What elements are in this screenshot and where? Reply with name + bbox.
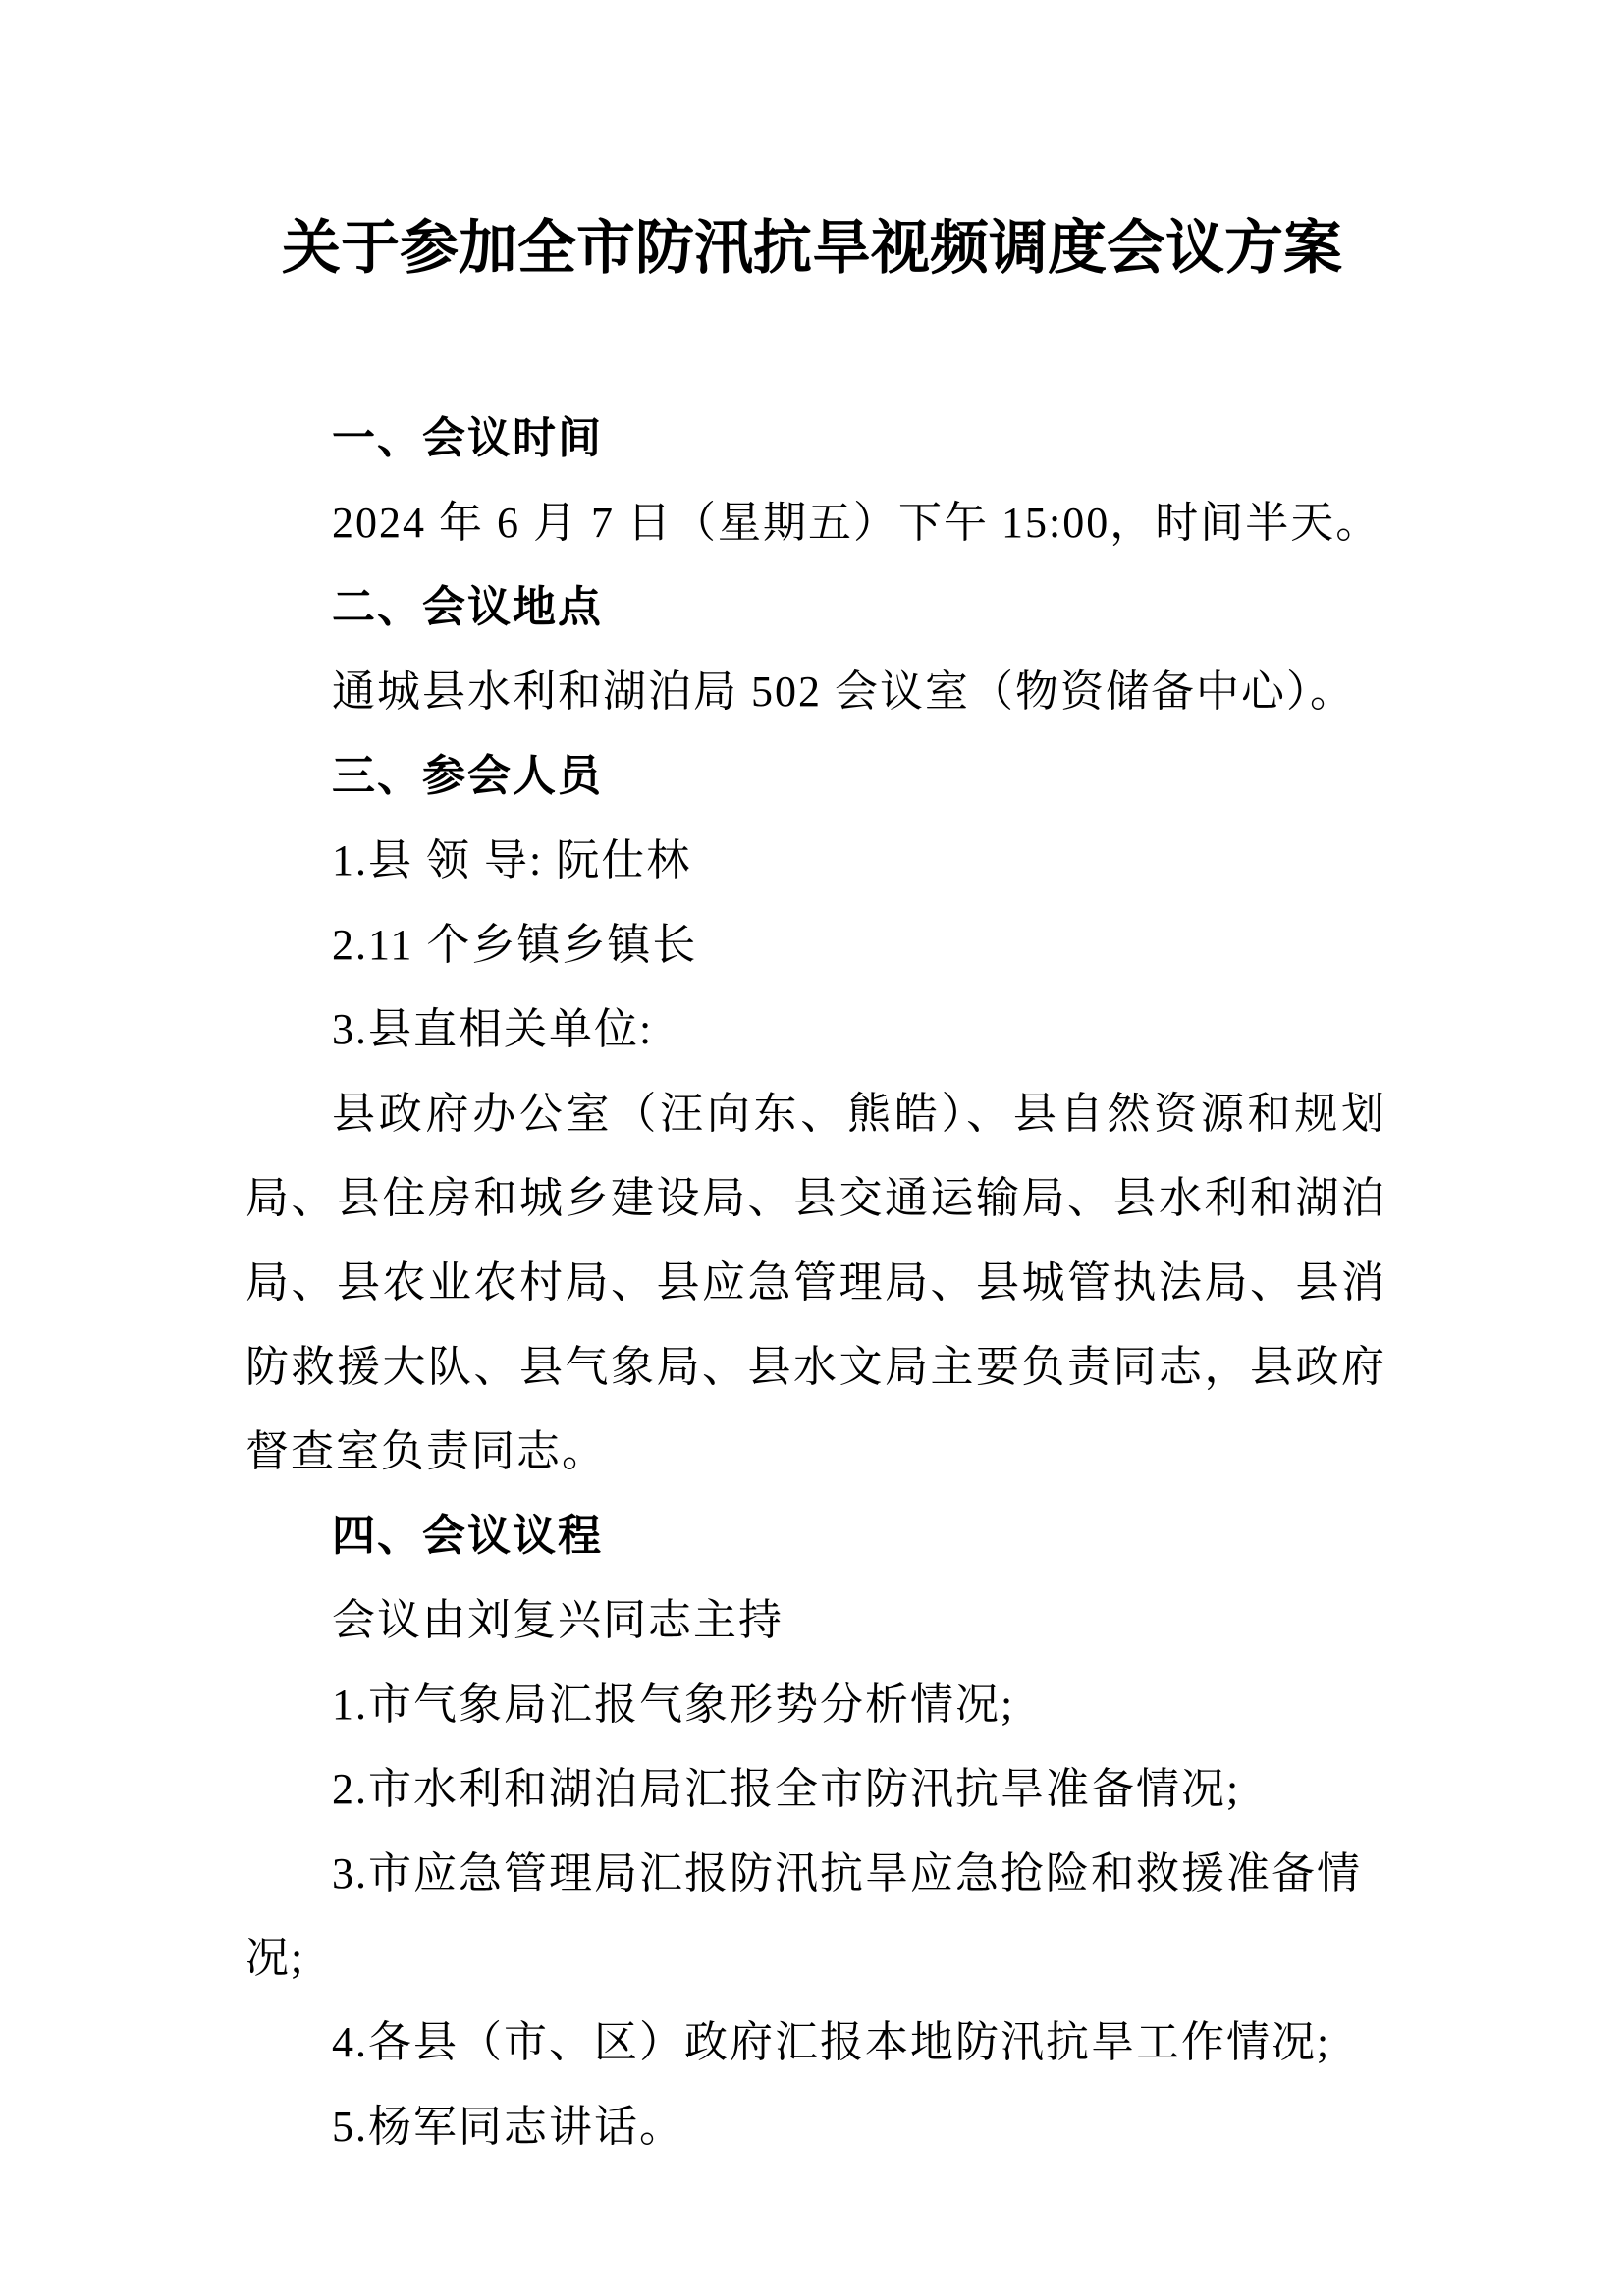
- attendees-item-town-mayors: 2.11 个乡镇乡镇长: [332, 921, 698, 969]
- attendees-item-county-leader: 1.县 领 导: 阮仕林: [332, 836, 692, 884]
- attendees-item-county-units-label: 3.县直相关单位:: [332, 1005, 654, 1053]
- section-heading-meeting-place: 二、会议地点: [332, 583, 603, 631]
- meeting-time-text: 2024 年 6 月 7 日（星期五）下午 15:00，时间半天。: [332, 499, 1381, 547]
- agenda-host-line: 会议由刘复兴同志主持: [332, 1596, 784, 1644]
- section-heading-meeting-time: 一、会议时间: [332, 414, 603, 462]
- agenda-item-2: 2.市水利和湖泊局汇报全市防汛抗旱准备情况;: [332, 1765, 1241, 1813]
- agenda-item-5: 5.杨军同志讲话。: [332, 2103, 684, 2151]
- document-body: [0, 397, 1624, 2169]
- section-meeting-place: [245, 565, 1386, 734]
- section-attendees: [245, 734, 1386, 1494]
- section-heading-agenda: 四、会议议程: [332, 1512, 603, 1560]
- meeting-place-text: 通城县水利和湖泊局 502 会议室（物资储备中心）。: [332, 667, 1355, 716]
- agenda-item-4: 4.各县（市、区）政府汇报本地防汛抗旱工作情况;: [332, 2018, 1331, 2066]
- agenda-item-3: 3.市应急管理局汇报防汛抗旱应急抢险和救援准备情况;: [245, 1849, 1362, 1982]
- document-title: 关于参加全市防汛抗旱视频调度会议方案: [282, 216, 1342, 281]
- attendees-county-units-list: 县政府办公室（汪向东、熊皓）、县自然资源和规划局、县住房和城乡建设局、县交通运输局、县水利和湖泊局、县农业农村局、县应急管理局、县城管执法局、县消防救援大队、县气象局、县水文局主要负责同志，县政府督查室负责同志。: [245, 1090, 1386, 1475]
- section-meeting-time: [245, 397, 1386, 565]
- section-agenda: [245, 1494, 1386, 2169]
- agenda-item-1: 1.市气象局汇报气象形势分析情况;: [332, 1681, 1015, 1729]
- section-heading-attendees: 三、参会人员: [332, 752, 603, 800]
